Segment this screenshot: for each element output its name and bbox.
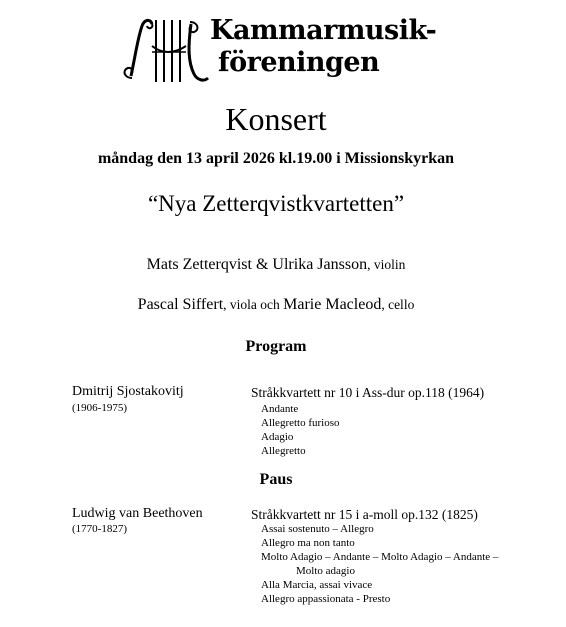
movement-item: Alla Marcia, assai vivace (261, 579, 373, 591)
violin-scroll-icon (118, 12, 218, 88)
concert-date-location: måndag den 13 april 2026 kl.19.00 i Missionskyrkan (97, 150, 455, 167)
movement-item: Assai sostenuto – Allegro (261, 523, 374, 535)
movement-item: Molto Adagio – Andante – Molto Adagio – Andante – (261, 551, 499, 563)
logo-line-1: Kammarmusik- (210, 15, 437, 46)
movement-item: Allegro ma non tanto (261, 537, 355, 549)
movement-item: Allegro appassionata - Presto (261, 593, 391, 605)
violist-name: Pascal Siffert (137, 296, 224, 313)
intermission-heading: Paus (259, 471, 293, 488)
movement-list (261, 522, 498, 606)
movement-item: Andante (261, 403, 299, 415)
logo (118, 12, 448, 88)
logo-line-2: föreningen (218, 47, 380, 78)
composer-name: Ludwig van Beethoven (72, 506, 203, 521)
cellist-name: Marie Macleod (283, 296, 382, 313)
movement-item: Molto adagio (296, 565, 355, 577)
instrument-viola: , viola och (223, 297, 284, 312)
composer-years: (1906-1975) (72, 402, 127, 414)
movement-item: Allegretto furioso (261, 417, 340, 429)
program-heading: Program (245, 338, 307, 355)
musicians-viola-cello (0, 295, 552, 315)
ensemble-name: “Nya Zetterqvistkvartetten” (147, 191, 405, 216)
violinist-names: Mats Zetterqvist & Ulrika Jansson (146, 256, 368, 273)
concert-title: Konsert (225, 101, 327, 137)
work-title: Stråkkvartett nr 15 i a-moll op.132 (1825) (251, 507, 478, 522)
movement-item: Adagio (261, 431, 294, 443)
work-title: Stråkkvartett nr 10 i Ass-dur op.118 (1964) (251, 385, 485, 400)
movement-list (261, 402, 340, 458)
instrument-cello: , cello (381, 297, 415, 312)
composer-name: Dmitrij Sjostakovitj (72, 384, 184, 399)
musicians-violin (0, 255, 552, 275)
instrument-violin: , violin (367, 257, 406, 272)
movement-item: Allegretto (261, 445, 306, 457)
composer-years: (1770-1827) (72, 523, 127, 535)
